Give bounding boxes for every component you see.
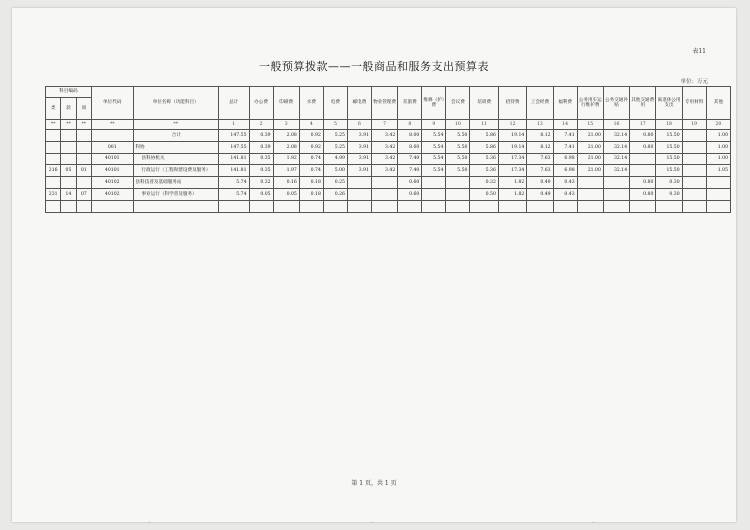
column-number-cell: **	[133, 120, 218, 130]
amount-cell	[682, 141, 706, 153]
amount-cell: 0.80	[630, 177, 656, 189]
subject-kuan-cell: 05	[61, 165, 76, 177]
amount-cell: 147.55	[218, 130, 249, 142]
column-number-cell: 20	[706, 120, 730, 130]
column-header: 办公费	[249, 87, 273, 120]
amount-cell: 5.74	[218, 188, 249, 200]
amount-cell	[422, 177, 446, 189]
amount-cell	[249, 200, 273, 212]
column-number-cell: 5	[323, 120, 347, 130]
column-header: 招待费	[498, 87, 526, 120]
subject-xiang-cell	[76, 200, 91, 212]
unit-code-cell: 40102	[91, 177, 133, 189]
amount-cell: 15.50	[656, 165, 682, 177]
column-header: 会议费	[446, 87, 470, 120]
amount-cell: 0.18	[299, 188, 323, 200]
column-number-cell: 6	[347, 120, 371, 130]
amount-cell	[372, 200, 398, 212]
amount-cell: 5.54	[422, 141, 446, 153]
amount-cell: 0.43	[553, 177, 577, 189]
amount-cell: 5.74	[218, 177, 249, 189]
subject-lei-cell	[46, 200, 61, 212]
amount-cell: 0.92	[299, 130, 323, 142]
amount-cell: 5.00	[323, 165, 347, 177]
column-number-cell: 7	[372, 120, 398, 130]
amount-cell: 7.40	[398, 153, 422, 165]
amount-cell	[299, 200, 323, 212]
amount-cell: 6.98	[553, 165, 577, 177]
subject-xiang-cell	[76, 177, 91, 189]
subject-lei-cell: 231	[46, 188, 61, 200]
column-number-cell: **	[46, 120, 61, 130]
amount-cell	[372, 188, 398, 200]
amount-cell: 6.98	[553, 153, 577, 165]
amount-cell: 1.00	[706, 141, 730, 153]
unit-name-cell: 科协	[133, 141, 218, 153]
amount-cell: 5.50	[446, 130, 470, 142]
column-number-cell: 10	[446, 120, 470, 130]
amount-cell: 141.81	[218, 165, 249, 177]
amount-cell: 0.80	[630, 188, 656, 200]
amount-cell: 0.74	[299, 165, 323, 177]
amount-cell: 5.50	[446, 141, 470, 153]
amount-cell	[630, 165, 656, 177]
subject-kuan-cell: 14	[61, 188, 76, 200]
budget-table	[45, 86, 731, 213]
unit-code-header: 单位代码	[91, 87, 133, 120]
table-row	[46, 200, 731, 212]
column-header: 福利费	[553, 87, 577, 120]
amount-cell	[422, 200, 446, 212]
amount-cell: 0.35	[249, 153, 273, 165]
amount-cell	[273, 200, 299, 212]
table-row	[46, 177, 731, 189]
table-row	[46, 153, 731, 165]
amount-cell: 1.82	[498, 177, 526, 189]
subject-lei-cell	[46, 177, 61, 189]
amount-cell	[577, 200, 603, 212]
column-number-cell: 17	[630, 120, 656, 130]
amount-cell: 5.25	[323, 130, 347, 142]
table-header-row-1	[46, 87, 731, 98]
amount-cell: 19.14	[498, 130, 526, 142]
amount-cell: 5.50	[446, 165, 470, 177]
column-number-cell: 4	[299, 120, 323, 130]
document-page	[12, 8, 736, 526]
scan-mark: ◦	[592, 520, 595, 526]
amount-cell	[372, 177, 398, 189]
amount-cell: 0.26	[323, 188, 347, 200]
amount-cell	[682, 200, 706, 212]
amount-cell: 21.00	[577, 141, 603, 153]
amount-cell: 17.34	[498, 153, 526, 165]
column-header: 差旅费	[398, 87, 422, 120]
amount-cell: 4.99	[323, 153, 347, 165]
amount-cell: 3.91	[347, 153, 371, 165]
amount-cell: 0.80	[630, 141, 656, 153]
amount-cell: 21.00	[577, 165, 603, 177]
amount-cell: 21.00	[577, 153, 603, 165]
amount-cell: 8.12	[527, 130, 553, 142]
unit-code-cell	[91, 200, 133, 212]
amount-cell	[446, 188, 470, 200]
amount-cell	[682, 130, 706, 142]
subject-kuan-cell	[61, 153, 76, 165]
amount-cell	[323, 200, 347, 212]
amount-cell: 8.00	[398, 130, 422, 142]
amount-cell: 5.54	[422, 165, 446, 177]
amount-cell: 7.63	[527, 153, 553, 165]
column-header: 总计	[218, 87, 249, 120]
column-header: 其他交通费用	[630, 87, 656, 120]
subject-code-header: 科目编码	[46, 87, 92, 98]
subject-xiang-cell	[76, 141, 91, 153]
column-number-cell: 9	[422, 120, 446, 130]
subject-lei-header: 类	[46, 98, 61, 120]
amount-cell: 32.14	[603, 141, 629, 153]
amount-cell: 3.42	[372, 141, 398, 153]
amount-cell: 0.25	[323, 177, 347, 189]
amount-cell: 2.08	[273, 141, 299, 153]
subject-xiang-header: 项	[76, 98, 91, 120]
amount-cell: 21.00	[577, 130, 603, 142]
amount-cell: 7.63	[527, 165, 553, 177]
column-header: 印刷费	[273, 87, 299, 120]
amount-cell	[347, 200, 371, 212]
unit-code-cell: 40101	[91, 153, 133, 165]
amount-cell: 0.92	[299, 141, 323, 153]
amount-cell: 7.40	[398, 165, 422, 177]
column-number-cell: 2	[249, 120, 273, 130]
unit-name-cell	[133, 200, 218, 212]
amount-cell	[446, 177, 470, 189]
subject-xiang-cell	[76, 153, 91, 165]
amount-cell: 0.43	[553, 188, 577, 200]
amount-cell: 5.54	[422, 130, 446, 142]
scan-mark: ◦	[370, 520, 373, 526]
unit-code-cell	[91, 130, 133, 142]
subject-xiang-cell	[76, 130, 91, 142]
column-header: 工会经费	[527, 87, 553, 120]
scan-mark: ◦	[148, 520, 151, 526]
amount-cell: 1.82	[498, 188, 526, 200]
amount-cell: 15.50	[656, 153, 682, 165]
table-row	[46, 165, 731, 177]
subject-lei-cell	[46, 141, 61, 153]
column-number-cell: **	[61, 120, 76, 130]
amount-cell	[577, 188, 603, 200]
column-header: 公务交通补贴	[603, 87, 629, 120]
subject-kuan-cell	[61, 141, 76, 153]
amount-cell: 0.50	[470, 188, 498, 200]
amount-cell: 3.91	[347, 130, 371, 142]
subject-xiang-cell: 01	[76, 165, 91, 177]
amount-cell: 3.42	[372, 153, 398, 165]
amount-cell: 5.36	[470, 165, 498, 177]
amount-cell: 0.32	[249, 177, 273, 189]
column-number-cell: 12	[498, 120, 526, 130]
amount-cell: 5.50	[446, 153, 470, 165]
column-number-cell: 13	[527, 120, 553, 130]
amount-cell	[553, 200, 577, 212]
amount-cell	[422, 188, 446, 200]
column-number-cell: 18	[656, 120, 682, 130]
amount-cell	[218, 200, 249, 212]
column-number-cell: **	[76, 120, 91, 130]
amount-cell: 0.49	[527, 188, 553, 200]
amount-cell	[347, 188, 371, 200]
column-number-row	[46, 120, 731, 130]
page-footer: 第 1 页，共 1 页	[351, 480, 397, 487]
subject-kuan-cell	[61, 200, 76, 212]
subject-lei-cell: 216	[46, 165, 61, 177]
unit-code-cell: 40101	[91, 165, 133, 177]
amount-cell: 1.00	[706, 130, 730, 142]
column-number-cell: 8	[398, 120, 422, 130]
amount-cell: 7.41	[553, 130, 577, 142]
amount-cell: 5.36	[470, 153, 498, 165]
column-header: 邮电费	[347, 87, 371, 120]
amount-cell	[603, 200, 629, 212]
column-header: 物业管理费	[372, 87, 398, 120]
column-header: 培训费	[470, 87, 498, 120]
amount-cell: 0.30	[656, 188, 682, 200]
column-number-cell: 3	[273, 120, 299, 130]
amount-cell: 0.32	[470, 177, 498, 189]
amount-cell: 0.18	[299, 177, 323, 189]
amount-cell	[682, 165, 706, 177]
unit-name-header: 单位名称（功能科目）	[133, 87, 218, 120]
amount-cell	[682, 177, 706, 189]
amount-cell: 0.74	[299, 153, 323, 165]
amount-cell: 2.08	[273, 130, 299, 142]
amount-cell: 8.00	[398, 141, 422, 153]
column-number-cell: 15	[577, 120, 603, 130]
unit-code-cell: 001	[91, 141, 133, 153]
subject-kuan-cell	[61, 130, 76, 142]
amount-cell	[577, 177, 603, 189]
column-number-cell: 19	[682, 120, 706, 130]
unit-label: 单位：万元	[680, 79, 708, 85]
amount-cell	[656, 200, 682, 212]
amount-cell: 32.14	[603, 165, 629, 177]
subject-lei-cell	[46, 153, 61, 165]
amount-cell: 141.81	[218, 153, 249, 165]
page-title: 一般预算拨款——一般商品和服务支出预算表	[259, 60, 489, 73]
amount-cell: 3.42	[372, 130, 398, 142]
amount-cell	[470, 200, 498, 212]
table-row	[46, 141, 731, 153]
column-header: 离退休公用支出	[656, 87, 682, 120]
unit-name-cell: 县科协机关	[133, 153, 218, 165]
amount-cell	[706, 177, 730, 189]
amount-cell	[630, 153, 656, 165]
column-header: 电费	[323, 87, 347, 120]
column-header: 维修（护）费	[422, 87, 446, 120]
amount-cell: 5.25	[323, 141, 347, 153]
amount-cell: 0.39	[249, 130, 273, 142]
unit-code-cell: 40102	[91, 188, 133, 200]
amount-cell: 0.39	[249, 141, 273, 153]
amount-cell: 32.14	[603, 153, 629, 165]
form-number: 表11	[692, 48, 706, 55]
amount-cell	[446, 200, 470, 212]
table-row	[46, 130, 731, 142]
amount-cell: 17.34	[498, 165, 526, 177]
subject-lei-cell	[46, 130, 61, 142]
amount-cell: 3.42	[372, 165, 398, 177]
column-header: 专用材料	[682, 87, 706, 120]
amount-cell: 3.91	[347, 165, 371, 177]
amount-cell	[706, 188, 730, 200]
table-row	[46, 188, 731, 200]
amount-cell	[630, 200, 656, 212]
subject-kuan-header: 款	[61, 98, 76, 120]
amount-cell: 15.50	[656, 130, 682, 142]
unit-name-cell: 合计	[133, 130, 218, 142]
column-header: 水费	[299, 87, 323, 120]
amount-cell: 0.35	[249, 165, 273, 177]
amount-cell: 0.30	[656, 177, 682, 189]
amount-cell: 0.16	[273, 177, 299, 189]
amount-cell	[682, 153, 706, 165]
amount-cell	[398, 200, 422, 212]
amount-cell	[603, 188, 629, 200]
column-number-cell: 16	[603, 120, 629, 130]
amount-cell: 7.41	[553, 141, 577, 153]
amount-cell: 1.97	[273, 165, 299, 177]
amount-cell	[347, 177, 371, 189]
unit-name-cell: 事业运行（科学普及服务）	[133, 188, 218, 200]
amount-cell: 19.14	[498, 141, 526, 153]
amount-cell: 0.60	[398, 177, 422, 189]
amount-cell	[706, 200, 730, 212]
amount-cell	[527, 200, 553, 212]
unit-name-cell: 县科技普及基础服务站	[133, 177, 218, 189]
amount-cell: 32.14	[603, 130, 629, 142]
amount-cell: 5.86	[470, 130, 498, 142]
amount-cell: 0.05	[249, 188, 273, 200]
amount-cell: 0.49	[527, 177, 553, 189]
column-number-cell: 1	[218, 120, 249, 130]
amount-cell	[603, 177, 629, 189]
column-number-cell: 14	[553, 120, 577, 130]
amount-cell: 5.86	[470, 141, 498, 153]
amount-cell: 1.00	[706, 153, 730, 165]
amount-cell: 0.05	[273, 188, 299, 200]
amount-cell: 8.12	[527, 141, 553, 153]
column-number-cell: 11	[470, 120, 498, 130]
amount-cell: 5.54	[422, 153, 446, 165]
column-number-cell: **	[91, 120, 133, 130]
table-body	[46, 120, 731, 213]
amount-cell: 1.05	[706, 165, 730, 177]
unit-name-cell: 行政运行（工程和建设费及服务）	[133, 165, 218, 177]
column-header: 其他	[706, 87, 730, 120]
amount-cell: 15.50	[656, 141, 682, 153]
subject-xiang-cell: 07	[76, 188, 91, 200]
subject-kuan-cell	[61, 177, 76, 189]
column-header: 公务用车运行维护费	[577, 87, 603, 120]
amount-cell	[498, 200, 526, 212]
amount-cell: 1.92	[273, 153, 299, 165]
amount-cell: 147.55	[218, 141, 249, 153]
amount-cell: 0.80	[630, 130, 656, 142]
amount-cell	[682, 188, 706, 200]
amount-cell: 0.60	[398, 188, 422, 200]
amount-cell: 3.91	[347, 141, 371, 153]
